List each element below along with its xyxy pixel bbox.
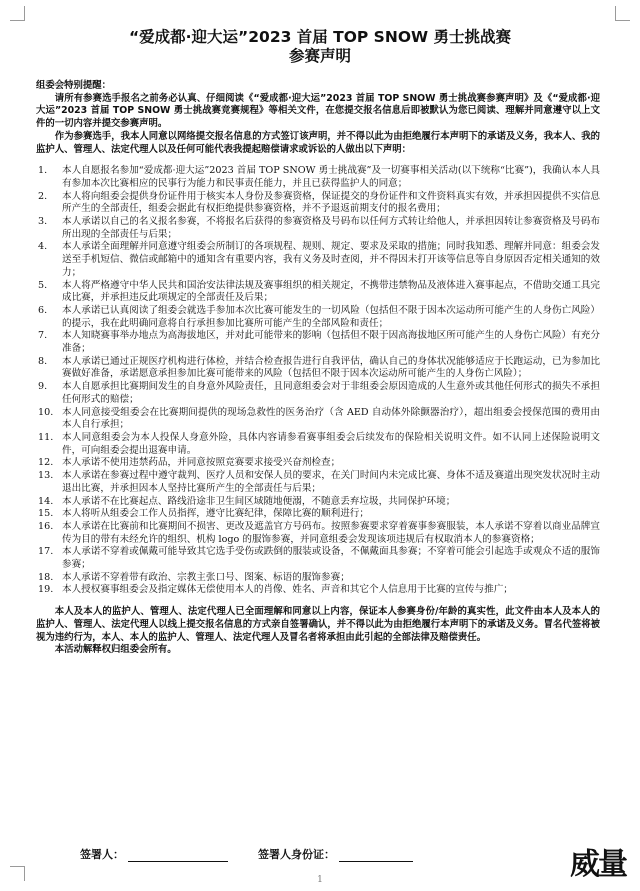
clause-list bbox=[36, 165, 600, 597]
clause-text: 本人将听从组委会工作人员指挥，遵守比赛纪律，保障比赛的顺利进行； bbox=[62, 508, 369, 520]
final-interpretation: 本活动解释权归组委会所有。 bbox=[54, 644, 177, 656]
clause-number: 7. bbox=[38, 330, 48, 342]
clause-text: 本人承诺不使用违禁药品，并同意按照竞赛要求接受兴奋剂检查； bbox=[62, 457, 341, 469]
clause-number: 19. bbox=[38, 584, 54, 596]
clause-number: 15. bbox=[38, 508, 54, 520]
document-body bbox=[36, 80, 600, 657]
clause-text: 本人承诺全面理解并同意遵守组委会所制订的各项规程、规则、规定、要求及采取的措施；同时我知悉、理解并同意：组委会发送至手机短信、微信或邮箱中的通知含有重要内容，我有义务及时查阅，并不得因未打开该等信息等自身原因否定相关通知的效力； bbox=[62, 241, 600, 278]
signer-id-line[interactable] bbox=[339, 850, 413, 862]
clause-number: 12. bbox=[38, 457, 54, 469]
clause-item bbox=[36, 584, 600, 597]
clause-item bbox=[36, 280, 600, 305]
title-line-2: 参赛声明 bbox=[288, 47, 351, 65]
clause-item bbox=[36, 407, 600, 432]
clause-number: 14. bbox=[38, 495, 54, 507]
clause-number: 18. bbox=[38, 571, 54, 583]
crop-mark-top-right bbox=[615, 6, 630, 21]
clause-number: 16. bbox=[38, 520, 54, 532]
clause-item bbox=[36, 457, 600, 470]
clause-item bbox=[36, 381, 600, 406]
clause-text: 本人承诺不穿着带有政治、宗教主张口号、图案、标语的服饰参赛； bbox=[62, 571, 350, 583]
closing-paragraph: 本人及本人的监护人、管理人、法定代理人已全面理解和同意以上内容，保证本人参赛身份/年龄的真实性，此文件由本人及本人的监护人、管理人、法定代理人以线上提交报名信息的方式亲自签署确认，并不得以此为由拒绝履行本声明下的承诺及义务。冒名代签将被视为违约行为，本人、本人的监护人、管理人、法定代理人及冒名者将承担由此引起的全部法律及赔偿责任。 bbox=[36, 606, 600, 643]
signer-id-label: 签署人身份证： bbox=[258, 848, 335, 861]
clause-number: 3. bbox=[38, 216, 48, 228]
clause-number: 13. bbox=[38, 470, 54, 482]
clause-text: 本人承诺在参赛过程中遵守裁判、医疗人员和安保人员的要求，在关门时间内未完成比赛、身体不适及赛道出现突发状况时主动退出比赛，并承担因本人坚持比赛所产生的全部责任与后果； bbox=[62, 470, 600, 494]
clause-number: 9. bbox=[38, 381, 48, 393]
clause-number: 5. bbox=[38, 279, 48, 291]
signer-label: 签署人： bbox=[80, 848, 124, 861]
clause-number: 1. bbox=[38, 165, 48, 177]
clause-text: 本人同意接受组委会在比赛期间提供的现场急救性的医务治疗（含 AED 自动体外除颤器治疗），超出组委会授保范围的费用由本人自行承担； bbox=[62, 406, 600, 431]
clause-item bbox=[36, 572, 600, 585]
clause-text: 本人承诺已认真阅读了组委会就选手参加本次比赛可能发生的一切风险（包括但不限于因本次运动所可能产生的人身伤亡风险）的提示，我在此明确同意将自行承担参加比赛所可能产生的全部风险和责任； bbox=[62, 304, 600, 329]
clause-item bbox=[36, 496, 600, 509]
watermark-logo: 威量 bbox=[570, 847, 626, 882]
clause-item bbox=[36, 165, 600, 190]
page-number: 1 bbox=[317, 875, 323, 885]
title-line-1: “爱成都·迎大运”2023 首届 TOP SNOW 勇士挑战赛 bbox=[128, 28, 511, 46]
clause-item bbox=[36, 470, 600, 495]
clause-number: 8. bbox=[38, 355, 48, 367]
clause-text: 本人承诺以自己的名义报名参赛，不将报名后获得的参赛资格及号码布以任何方式转让给他人，并承担因转让参赛资格及号码布所出现的全部责任与后果； bbox=[62, 216, 600, 240]
clause-item bbox=[36, 546, 600, 571]
organizer-notice-heading: 组委会特别提醒： bbox=[36, 80, 112, 91]
clause-text: 本人知晓赛事举办地点为高海拔地区，并对此可能带来的影响（包括但不限于因高海拔地区所可能产生的人身伤亡风险）有充分准备； bbox=[62, 330, 600, 355]
clause-text: 本人承诺不在比赛起点、路线沿途非卫生间区域随地便溺，不随意丢弃垃圾，共同保护环境； bbox=[62, 495, 456, 507]
clause-number: 2. bbox=[38, 190, 48, 202]
clause-text: 本人承诺已通过正规医疗机构进行体检，并结合检查报告进行自我评估，确认自己的身体状况能够适应于长跑运动，已为参加比赛做好准备，承诺愿意承担参加比赛可能带来的风险（包括但不限于因本次运动所可能产生的人身伤亡风险）； bbox=[62, 355, 600, 380]
clause-number: 6. bbox=[38, 304, 48, 316]
clause-item bbox=[36, 191, 600, 216]
signer-line[interactable] bbox=[128, 850, 228, 862]
clause-item bbox=[36, 330, 600, 355]
clause-item bbox=[36, 508, 600, 521]
clause-text: 本人自愿报名参加“爱成都·迎大运”2023 首届 TOP SNOW 勇士挑战赛”及一切赛事相关活动(以下统称“比赛”)，我确认本人具有参加本次比赛相应的民事行为能力和民事责任能力，并且已获得监护人的同意； bbox=[62, 165, 600, 189]
clause-item bbox=[36, 305, 600, 330]
clause-number: 4. bbox=[38, 241, 48, 253]
clause-item bbox=[36, 432, 600, 457]
clause-item bbox=[36, 241, 600, 279]
notice-paragraph-2: 作为参赛选手，我本人同意以网络提交报名信息的方式签订该声明，并不得以此为由拒绝履行本声明下的承诺及义务，我本人、我的监护人、管理人、法定代理人以及任何可能代表我提起赔偿请求或诉讼的人做出以下声明： bbox=[36, 130, 600, 155]
notice-paragraph-1: 请所有参赛选手报名之前务必认真、仔细阅读《“爱成都·迎大运”2023 首届 TOP SNOW 勇士挑战赛参赛声明》及《“爱成都·迎大运”2023 首届 TOP SNOW 勇士挑战赛竞赛规程》等相关文件，在您提交报名信息后即被默认为您已阅读、理解并同意遵守以上文件的一切内容并提交参赛声明。 bbox=[36, 92, 600, 130]
clause-number: 11. bbox=[38, 431, 54, 443]
clause-item bbox=[36, 216, 600, 241]
clause-number: 17. bbox=[38, 546, 54, 558]
clause-text: 本人将向组委会提供身份证件用于核实本人身份及参赛资格，保证提交的身份证件和文件资料真实有效，并承担因提供不实信息所产生的全部责任，组委会据此有权拒绝提供参赛资格，并不予退返前期支付的报名费用； bbox=[62, 190, 600, 215]
crop-mark-top-left bbox=[10, 6, 25, 21]
clause-number: 10. bbox=[38, 406, 54, 418]
clause-text: 本人授权赛事组委会及指定媒体无偿使用本人的肖像、姓名、声音和其它个人信息用于比赛的宣传与推广； bbox=[62, 584, 513, 596]
clause-text: 本人承诺不穿着或佩戴可能导致其它选手受伤或跌倒的服装或设备，不佩戴面具参赛；不穿着可能会引起选手或观众不适的服饰参赛； bbox=[62, 546, 600, 571]
clause-item bbox=[36, 521, 600, 546]
clause-text: 本人将严格遵守中华人民共和国治安法律法规及赛事组织的相关规定，不携带违禁物品及液体进入赛事起点，不借助交通工具完成比赛，并承担违反此项规定的全部责任及后果； bbox=[62, 279, 600, 304]
clause-item bbox=[36, 356, 600, 381]
clause-text: 本人承诺在比赛前和比赛期间不损害、更改及遮盖官方号码布。按照参赛要求穿着赛事参赛服装，本人承诺不穿着以商业品牌宣传为目的带有未经允许的组织、机构 logo 的服饰参赛，并同意组委会发现该项违规后有权取消本人的参赛资格； bbox=[62, 520, 600, 545]
signer-field bbox=[80, 846, 228, 862]
signer-id-field bbox=[258, 846, 413, 862]
clause-text: 本人自愿承担比赛期间发生的自身意外风险责任，且同意组委会对于非组委会原因造成的人生意外或其他任何形式的损失不承担任何形式的赔偿； bbox=[62, 381, 600, 405]
document-title bbox=[0, 28, 640, 66]
clause-text: 本人同意组委会为本人投保人身意外险，具体内容请参看赛事组委会后续发布的保险相关说明文件。如不认同上述保险说明文件，可向组委会提出退赛申请。 bbox=[62, 431, 600, 456]
